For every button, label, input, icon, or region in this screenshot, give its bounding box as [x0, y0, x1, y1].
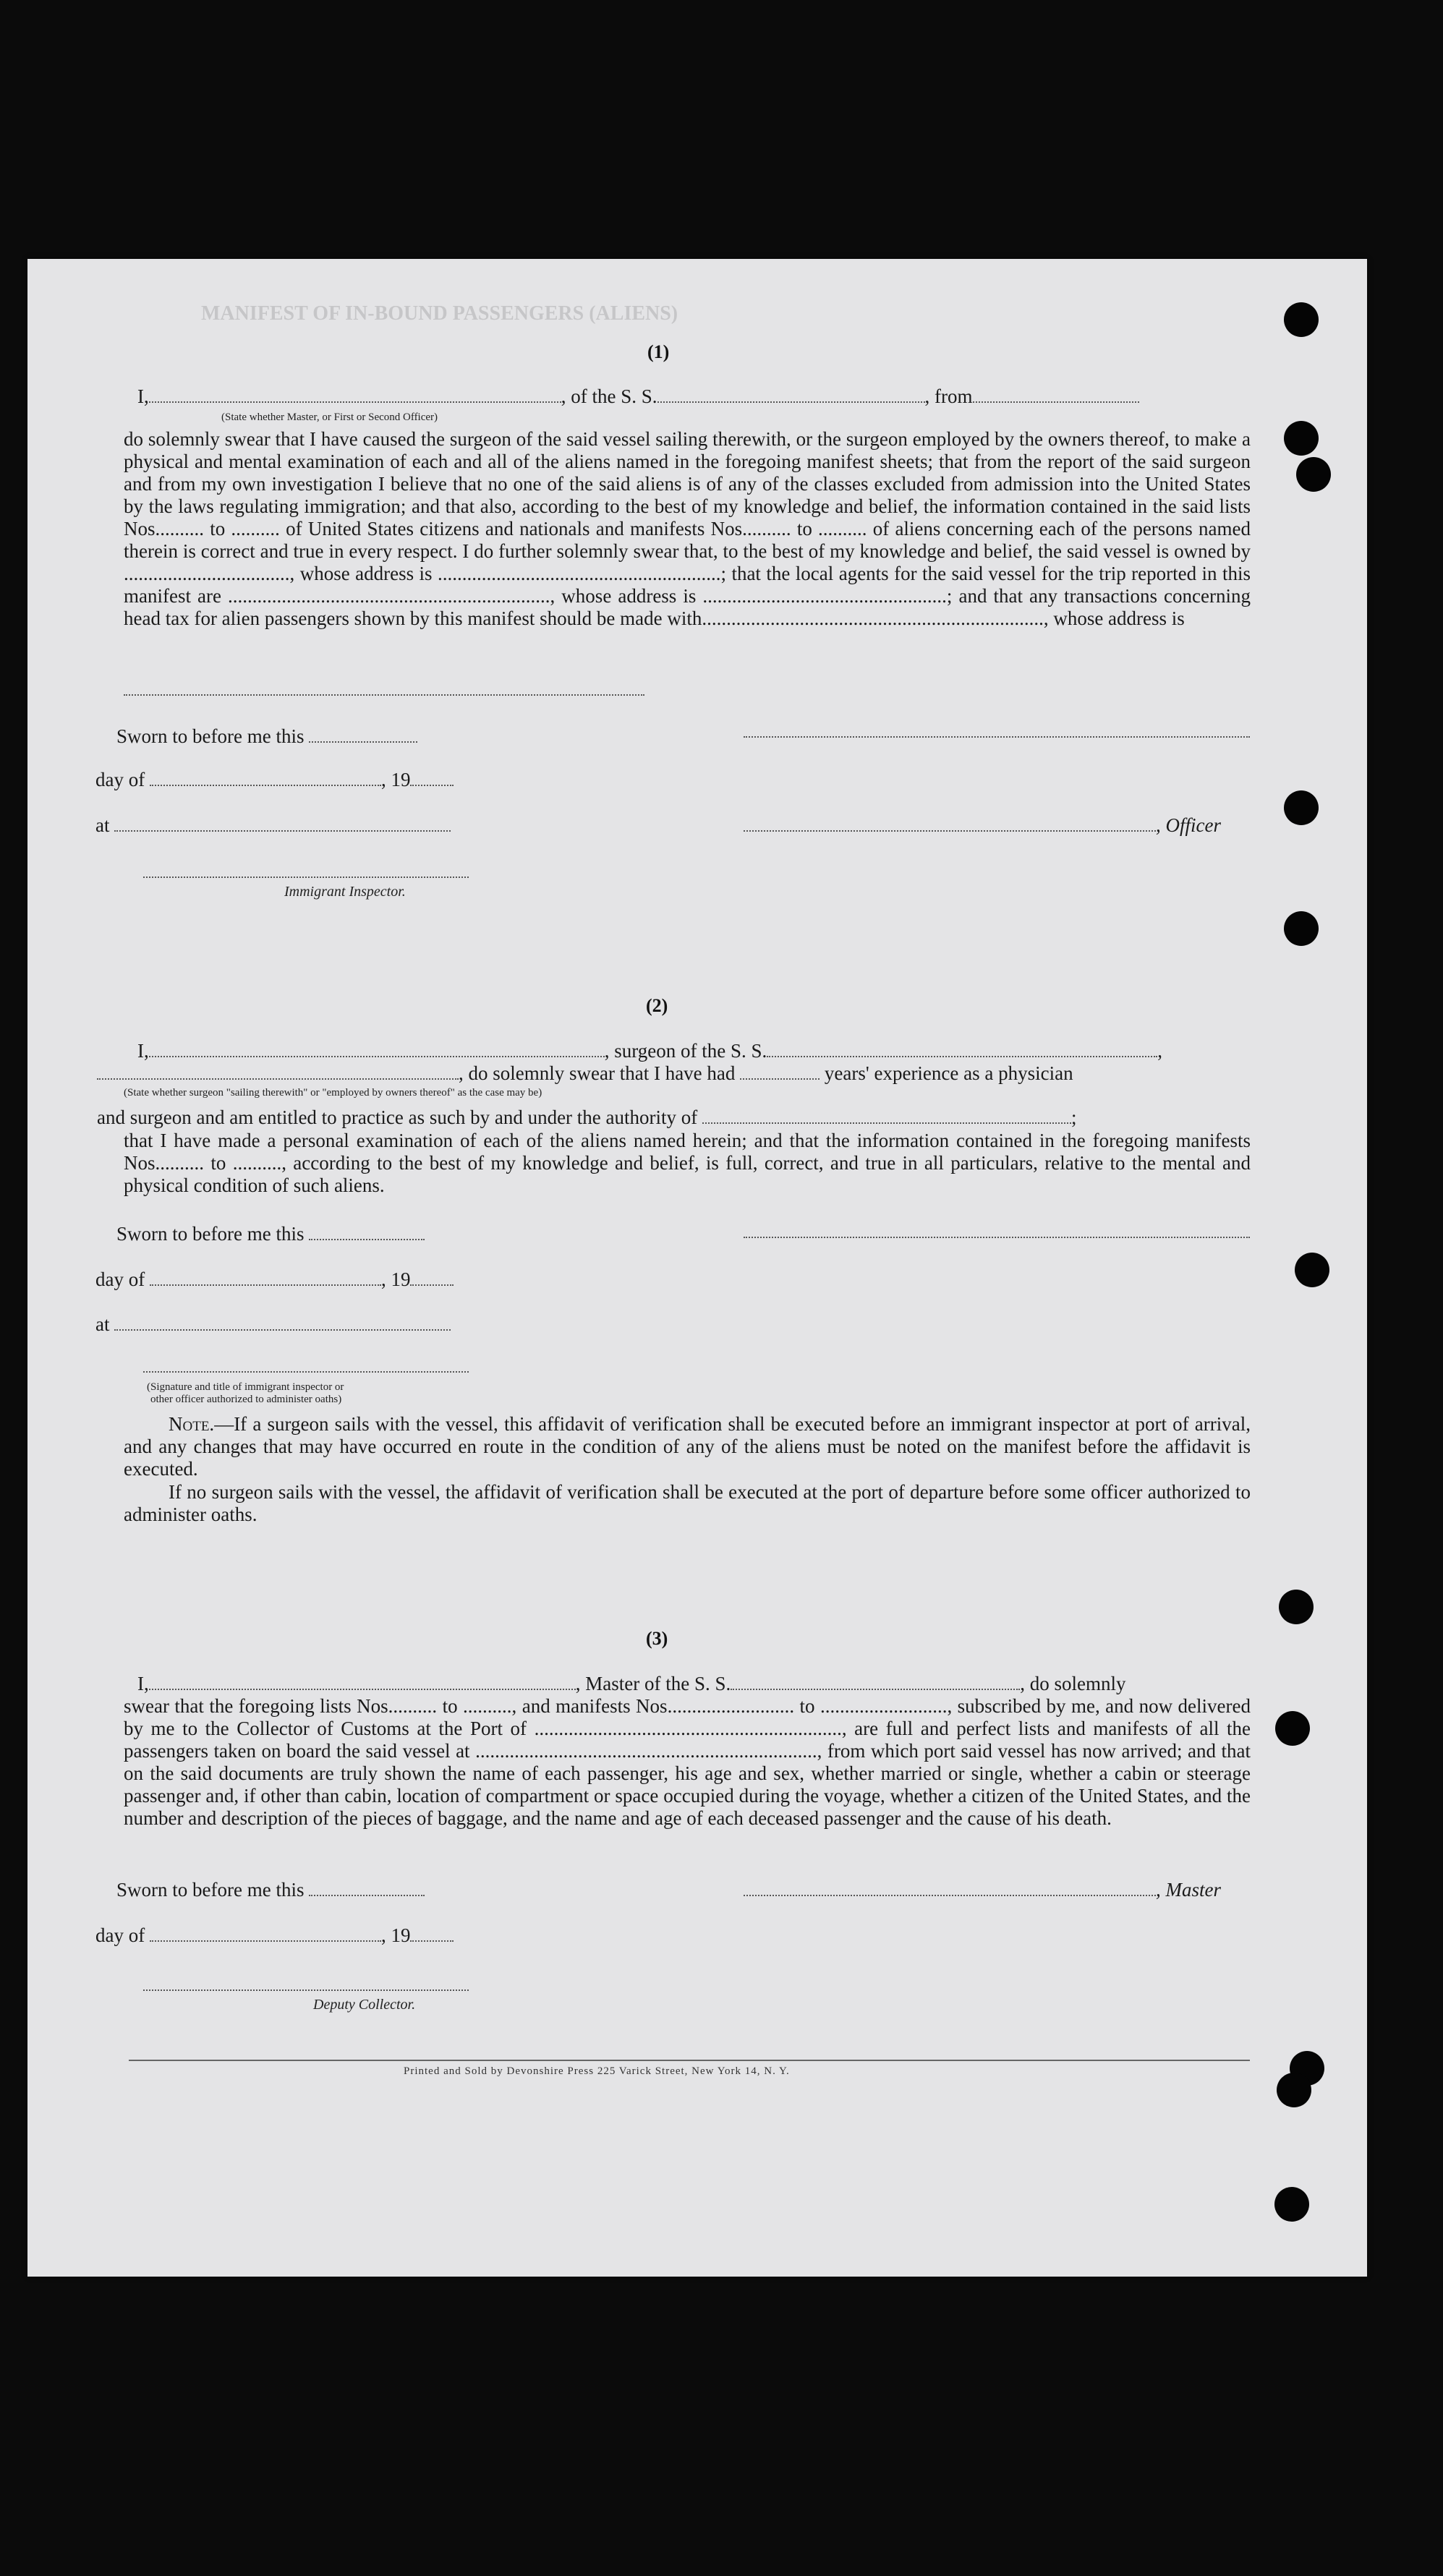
s2-note-text: —If a surgeon sails with the vessel, this affidavit of verification shall be executed before an immigrant inspector at port of arrival, and any changes that may have occurred en route in the condition of any of the aliens must be noted on the manifest before the affidavit is executed.	[124, 1413, 1251, 1480]
s1-officer-blank	[744, 830, 1156, 832]
s2-type-blank	[97, 1064, 459, 1080]
s2-i-label: I,	[137, 1040, 149, 1062]
s2-inspector-line	[143, 1371, 469, 1373]
s3-day-label: day of	[95, 1924, 145, 1946]
s2-entitled-label: and surgeon and am entitled to practice as such by and under the authority of	[97, 1106, 698, 1128]
s2-sworn-blank	[309, 1224, 425, 1240]
s3-collector-label: Deputy Collector.	[313, 1997, 416, 2013]
s1-ship-blank	[657, 387, 925, 403]
section-2-number: (2)	[646, 995, 668, 1016]
s3-day-line	[95, 1924, 454, 1947]
binder-hole	[1284, 421, 1319, 456]
s1-officer-label: , Officer	[1156, 814, 1221, 836]
binder-hole	[1277, 2073, 1311, 2107]
s1-sworn-line	[116, 725, 417, 748]
s1-of-ss-label: , of the S. S.	[561, 385, 657, 407]
s2-swear-line	[97, 1062, 1073, 1085]
s3-sworn-blank	[309, 1880, 425, 1896]
s2-year-blank	[410, 1270, 454, 1286]
s1-inspector-line	[143, 877, 469, 878]
s3-master-sign-label: , Master	[1156, 1879, 1221, 1901]
printer-imprint: Printed and Sold by Devonshire Press 225 Varick Street, New York 14, N. Y.	[404, 2065, 790, 2077]
s3-ship-blank	[731, 1674, 1020, 1690]
s2-note-label: Note.	[169, 1413, 215, 1435]
s2-at-blank	[114, 1315, 451, 1331]
s3-year-blank	[410, 1926, 454, 1942]
s2-sig-note-2: other officer authorized to administer oaths)	[150, 1394, 342, 1405]
s2-intro: I, , surgeon of the S. S. ,	[137, 1040, 1163, 1062]
s3-master-label: , Master of the S. S.	[575, 1673, 731, 1694]
s2-ship-blank	[767, 1041, 1157, 1057]
s2-under-note: (State whether surgeon "sailing therewith" or "employed by owners thereof" as the case may be)	[124, 1087, 542, 1099]
s2-body: that I have made a personal examination of each of the aliens named herein; and that the information contained in the foregoing manifests Nos.......... to .........., according to the best of my knowledge and belief, is full, correct, and true in all particulars, relative to the mental and physical condition of such aliens.	[124, 1130, 1251, 1196]
s3-sworn-line	[116, 1879, 425, 1901]
binder-hole	[1274, 2187, 1309, 2222]
s3-collector-line	[143, 1989, 469, 1991]
s2-at-label: at	[95, 1313, 110, 1335]
s1-name-blank	[149, 387, 561, 403]
s3-name-blank	[149, 1674, 576, 1690]
s1-under-note: (State whether Master, or First or Second Officer)	[221, 411, 438, 423]
s1-sworn-label: Sworn to before me this	[116, 725, 305, 747]
binder-hole	[1275, 1711, 1310, 1746]
s1-sworn-blank	[309, 727, 417, 743]
s1-intro	[137, 385, 1139, 408]
s1-at-line	[95, 814, 451, 837]
s2-sworn-label: Sworn to before me this	[116, 1223, 305, 1245]
binder-hole	[1295, 1253, 1329, 1287]
s3-year-label: , 19	[380, 1924, 411, 1946]
s1-year-label: , 19	[380, 769, 411, 790]
binder-hole	[1284, 302, 1319, 337]
section-1-number: (1)	[647, 341, 670, 362]
s1-i-label: I,	[137, 385, 149, 407]
s1-body: do solemnly swear that I have caused the surgeon of the said vessel sailing therewith, or the surgeon employed by the owners thereof, to make a physical and mental examination of each and all of the aliens named in the foregoing manifest sheets; that from the report of the said surgeon and from my own investigation I believe that no one of the said aliens is of any of the classes excluded from admission into the United States by the laws regulating immigration; and that also, according to the best of my knowledge and belief, the information contained in the said lists Nos.......... to .......... of United States citizens and nationals and manifests Nos.......... to .......... of aliens concerning each of the persons named therein is correct and true in every respect. I do further solemnly swear that, to the best of my knowledge and belief, the said vessel is owned by .................................., whose address is ..........................................................; that the local agents for the said vessel for the trip reported in this manifest are .................................................................., whose address is ..................................................; and that any transactions concerning head tax for alien passengers shown by this manifest should be made with......................................................................, whose address is	[124, 428, 1251, 629]
s2-years-label: years' experience as a physician	[824, 1062, 1073, 1084]
s1-address-blank	[124, 694, 644, 696]
binder-hole	[1279, 1590, 1314, 1624]
s3-solemnly-label: , do solemnly	[1020, 1673, 1126, 1694]
s2-sworn-line	[116, 1223, 425, 1245]
s2-surgeon-label: , surgeon of the S. S.	[604, 1040, 767, 1062]
s1-from-blank	[973, 387, 1139, 403]
s2-signature-line	[744, 1237, 1250, 1238]
s2-day-line	[95, 1268, 454, 1291]
s2-note	[124, 1413, 1251, 1480]
s1-signature-line	[744, 736, 1250, 738]
s3-signature-line	[744, 1895, 1156, 1896]
bleed-through-header: MANIFEST OF IN-BOUND PASSENGERS (ALIENS)	[201, 302, 678, 325]
s3-i-label: I,	[137, 1673, 149, 1694]
s2-years-blank	[740, 1064, 820, 1080]
s1-day-label: day of	[95, 769, 145, 790]
binder-hole	[1296, 457, 1331, 492]
s2-name-blank	[149, 1041, 605, 1057]
s1-year-blank	[410, 770, 454, 786]
s1-at-blank	[114, 816, 451, 832]
s2-sig-note-1: (Signature and title of immigrant inspector or	[147, 1381, 344, 1393]
s2-entitled-line: and surgeon and am entitled to practice as such by and under the authority of ;	[97, 1106, 1077, 1128]
s2-day-label: day of	[95, 1268, 145, 1290]
s3-intro	[137, 1673, 1125, 1695]
s2-authority-blank	[702, 1108, 1071, 1124]
s1-day-line	[95, 769, 454, 791]
s2-note-2: If no surgeon sails with the vessel, the affidavit of verification shall be executed at the port of departure before some officer authorized to administer oaths.	[124, 1481, 1251, 1525]
s2-at-line	[95, 1313, 451, 1336]
s3-day-blank	[150, 1926, 381, 1942]
s1-inspector-label: Immigrant Inspector.	[284, 884, 406, 900]
s1-at-label: at	[95, 814, 110, 836]
s1-from-label: , from	[924, 385, 973, 407]
s2-swear-label: , do solemnly swear that I have had	[459, 1062, 736, 1084]
binder-hole	[1284, 790, 1319, 825]
footer-rule	[129, 2060, 1250, 2061]
manifest-page	[27, 259, 1367, 2277]
s2-day-blank	[150, 1270, 381, 1286]
s1-day-blank	[150, 770, 381, 786]
s3-body: swear that the foregoing lists Nos.......... to .........., and manifests Nos.......................... to .........................., subscribed by me, and now delivered by me to the Collector of Customs at the Port of ..............................................................., are full and perfect lists and manifests of all the passengers taken on board the said vessel at ......................................................................, from which port said vessel has now arrived; and that on the said documents are truly shown the name of each passenger, his age and sex, whether married or single, whether a cabin or steerage passenger and, if other than cabin, location of compartment or space occupied during the voyage, whether a citizen of the United States, and the number and description of the pieces of baggage, and the name and age of each deceased passenger and the cause of his death.	[124, 1695, 1251, 1829]
section-3-number: (3)	[646, 1628, 668, 1649]
s2-year-label: , 19	[380, 1268, 411, 1290]
s3-sworn-label: Sworn to before me this	[116, 1879, 305, 1901]
binder-hole	[1284, 911, 1319, 946]
